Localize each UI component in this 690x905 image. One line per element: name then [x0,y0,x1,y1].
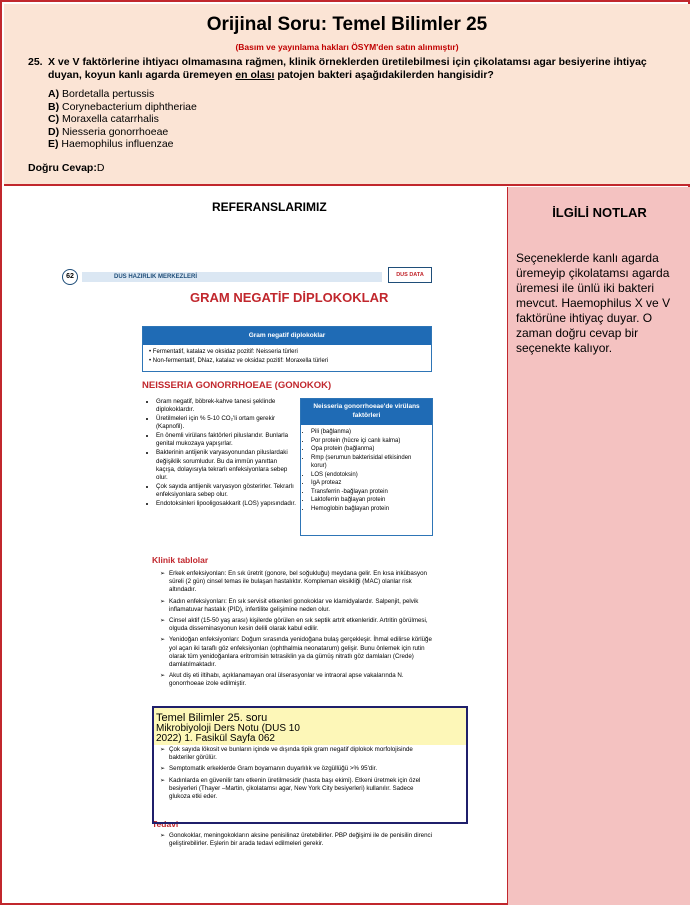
question-title: Orijinal Soru: Temel Bilimler 25 [206,14,488,35]
list-item: • Bakterinin antijenik varyasyonundan piluslardaki değişiklik sorumludur. Bu da immün yanıttan kaçışa, dolayısıyla tekrarlı enfeksiyonlara sebep olur. [156,449,296,482]
gn-row-text: Non-fermentatif, DNaz, katalaz ve oksidaz pozitif: Moraxella türleri [152,358,329,364]
neisseria-section-title: NEISSERIA GONORRHOEAE (GONOKOK) [142,380,332,391]
list-item: • Pili (bağlanma) [311,428,428,437]
neisseria-features-list [148,398,296,509]
list-item: ➢ Çok sayıda lökosit ve bunların içinde ve dışında tipik gram negatif diplokok morfolojisinde bakteriler görülür. [160,746,435,762]
reference-line-1: Temel Bilimler 25. soru [156,712,268,724]
virulence-factors-list [301,425,432,516]
gram-negative-table-body [143,345,431,369]
reference-label [154,708,466,745]
correct-answer [28,162,104,174]
list-item: ➢ Akut diş eti iltihabı, açıklanamayan oral ülserasyonlar ve intraoral apse vakalarında N. gonorrhoeae izole edilmiştir. [160,672,435,688]
question-text-part2: patojen bakteri aşağıdakilerden hangisidir? [274,69,494,81]
option-text: Haemophilus influenzae [61,138,174,150]
reference-line-2: Mikrobiyoloji Ders Notu (DUS 10 [156,723,300,734]
list-item: • IgA proteaz [311,479,428,488]
treatment-list [160,832,435,848]
treatment-title: Tedavi [152,819,179,829]
option-letter: E) [48,138,59,150]
list-item: • Rmp (serumun bakterisidal etkisinden korur) [311,454,428,471]
clinical-tables-title: Klinik tablolar [152,555,209,565]
gn-row: • Non-fermentatif, DNaz, katalaz ve oksidaz pozitif: Moraxella türleri [149,358,329,364]
list-item: • Üretilmeleri için % 5-10 CO₂'li ortam gerekir (Kapnofil). [156,415,296,432]
references-title: REFERANSLARIMIZ [212,200,327,214]
publisher-logo: DUS DATA [388,267,432,283]
answer-value: D [96,162,105,174]
option-letter: B) [48,100,60,113]
list-item: • Por protein (hücre içi canlı kalma) [311,437,428,446]
list-item: ➢ Kadınlarda en güvenilir tanı etkenin üretilmesidir (hasta başı ekimi). Etkeni üretmek için özel besiyerleri (Thayer –Martin, çikolatamsı agar, New York City besiyerleri) kullanılır. Sadece glukoza etki eder. [160,777,435,802]
gram-negative-table-header: Gram negatif diplokoklar [143,327,431,345]
question-number: 25. [28,56,43,68]
question-text-underlined: en olası [235,69,275,81]
list-item: • Laktoferrin bağlayan protein [311,496,428,505]
list-item: • Hemoglobin bağlayan protein [311,505,428,514]
option-text: Niesseria gonorrhoeae [62,125,169,138]
list-item: • En önemli virülans faktörleri piluslarıdır. Bunlarla genital mukozaya yapışırlar. [156,432,296,449]
gn-row: • Fermentatif, katalaz ve oksidaz pozitif: Neisseria türleri [149,349,298,355]
list-item: ➢ Cinsel aktif (15-50 yaş arası) kişilerde görülen en sık septik artrit etkenleridir. Artritin görülmesi, olguda disseminasyonun kesin delili olarak kabul edilir. [160,617,435,633]
list-item: ➢ Yenidoğan enfeksiyonları: Doğum sırasında yenidoğana bulaş gerçekleşir. İhmal edilirse körlüğe yol açan iki taraflı göz enfeksiyonları (ophthalmia neonatarum) gelişir. Bunu önlemek için rutin olarak tüm yenidoğanlara eritromisin tetrasiklin ya da gümüş nitratlı göz damlaları (Crede) damlatılmaktadır. [160,636,435,669]
page-banner: DUS HAZIRLIK MERKEZLERİ [82,272,382,282]
list-item: • Çok sayıda antijenik varyasyon gösterirler. Tekrarlı enfeksiyonlara sebep olur. [156,483,296,500]
notes-text: Seçeneklerde kanlı agarda üremeyip çikolatamsı agarda üremesi ile ünlü iki bakteri mevcut. Haemophilus X ve V faktörüne ihtiyaç duyar. O zaman doğru cevap bir seçenekte kalıyor. [516,251,671,355]
notes-title: İLGİLİ NOTLAR [552,205,647,220]
list-item: • LOS (endotoksin) [311,471,428,480]
notes-panel [507,187,690,905]
option-c [48,113,197,126]
gn-row-text: Fermentatif, katalaz ve oksidaz pozitif: Neisseria türleri [152,349,298,355]
option-text: Corynebacterium diphtheriae [62,100,197,113]
option-letter: C) [48,113,60,125]
question-body [48,56,678,82]
list-item: ➢ Gonokoklar, meningokokların aksine penisilinaz üretebilirler. PBP değişimi ile de penisilin direnci geliştirebilirler. Eşlerin bir arada tedavi edilmeleri gerekir. [160,832,435,848]
option-a [48,88,197,101]
question-text [28,56,678,82]
list-item: • Gram negatif, böbrek-kahve tanesi şeklinde diplokoklardır. [156,398,296,415]
gram-negative-table [142,326,432,372]
option-b [48,101,197,114]
list-item: • Transferrin -bağlayan protein [311,488,428,497]
reference-highlight-box [152,706,468,824]
list-item: • Endotoksinleri lipooligosakkarit (LOS) yapısındadır. [156,500,296,508]
answer-label: Doğru Cevap: [28,162,97,174]
list-item: • Opa protein (bağlanma) [311,445,428,454]
option-e [48,138,197,151]
clinical-list [160,570,435,692]
option-text: Bordetalla pertussis [62,88,155,100]
list-item: ➢ Erkek enfeksiyonları: En sık üretrit (gonore, bel soğukluğu) meydana gelir. En kısa inkübasyon süreli (2 gün) cinsel temas ile bulaşan hastalıktır. Kompleman eksikliği (MAC) olanlar risk altındadır. [160,570,435,595]
question-box [4,4,690,186]
options-list [48,88,197,151]
list-item: ➢ Semptomatik erkeklerde Gram boyamanın duyarlılık ve özgüllüğü >% 95'dir. [160,765,435,773]
option-letter: D) [48,125,60,138]
option-letter: A) [48,88,60,100]
virulence-factors-box [300,398,433,536]
option-d [48,126,197,139]
reference-line-3: 2022) 1. Fasikül Sayfa 062 [156,733,275,744]
book-section-title: GRAM NEGATİF DİPLOKOKLAR [190,290,389,305]
question-text-part1: X ve V faktörlerine ihtiyacı olmamasına rağmen, klinik örneklerden üretilebilmesi için çikolatamsı agar besiyerine ihtiyaç duyan, koyun kanlı agarda üremeyen [48,56,647,81]
copyright-note: (Basım ve yayınlama hakları ÖSYM'den satın alınmıştır) [235,42,459,52]
list-item: ➢ Kadın enfeksiyonları: En sık servisit etkenleri gonokoklar ve klamidyalardır. Salpenjit, pelvik inflamatuvar hastalık (PID), infertilite gelişimine neden olur. [160,598,435,614]
virulence-box-header: Neisseria gonorrhoeae'de virülans faktörleri [301,399,432,425]
page-number-badge: 62 [62,269,78,285]
option-text: Moraxella catarrhalis [62,113,159,125]
